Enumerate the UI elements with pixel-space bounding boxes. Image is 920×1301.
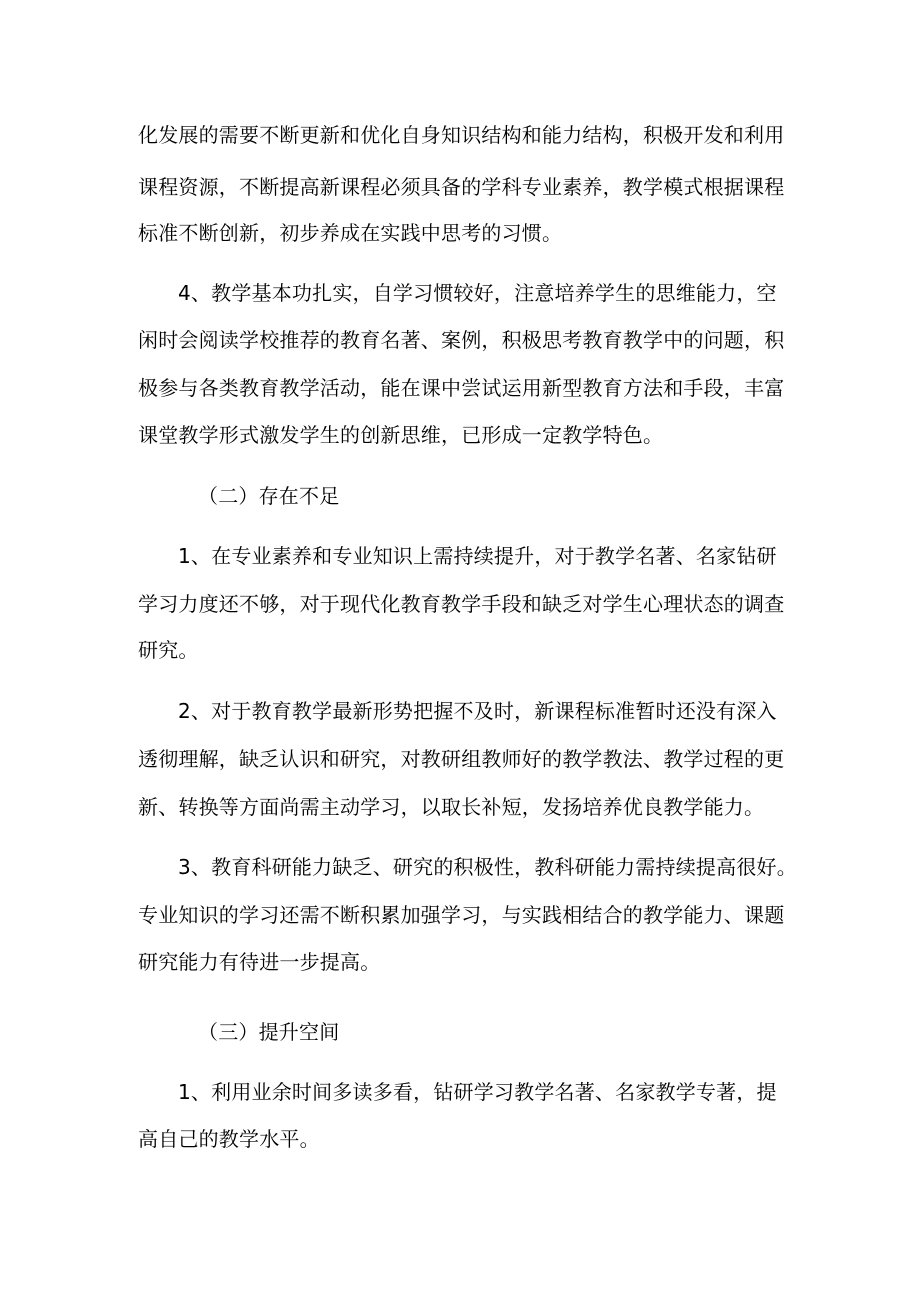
section-heading: （二）存在不足: [198, 484, 340, 508]
paragraph-line: 1、在专业素养和专业知识上需持续提升，对于教学名著、名家钻研: [178, 544, 777, 568]
paragraph-line: 极参与各类教育教学活动，能在课中尝试运用新型教育方法和手段，丰富: [138, 376, 785, 400]
section-heading: （三）提升空间: [198, 1020, 340, 1044]
paragraph-line: 研究。: [138, 638, 199, 662]
paragraph-line: 标准不断创新，初步养成在实践中思考的习惯。: [138, 221, 563, 245]
paragraph-line: 高自己的教学水平。: [138, 1127, 320, 1151]
paragraph-line: 透彻理解，缺乏认识和研究，对教研组教师好的教学教法、教学过程的更: [138, 747, 785, 771]
paragraph-line: 课程资源，不断提高新课程必须具备的学科专业素养，教学模式根据课程: [138, 175, 785, 199]
paragraph-line: 1、利用业余时间多读多看，钻研学习教学名著、名家教学专著，提: [178, 1080, 777, 1104]
paragraph-line: 新、转换等方面尚需主动学习，以取长补短，发扬培养优良教学能力。: [138, 795, 765, 819]
paragraph-line: 学习力度还不够，对于现代化教育教学手段和缺乏对学生心理状态的调查: [138, 592, 785, 616]
paragraph-line: 化发展的需要不断更新和优化自身知识结构和能力结构，积极开发和利用: [138, 123, 785, 147]
paragraph-line: 4、教学基本功扎实，自学习惯较好，注意培养学生的思维能力，空: [178, 281, 777, 305]
paragraph-line: 专业知识的学习还需不断积累加强学习，与实践相结合的教学能力、课题: [138, 903, 785, 927]
paragraph-line: 2、对于教育教学最新形势把握不及时，新课程标准暂时还没有深入: [178, 699, 777, 723]
paragraph-line: 研究能力有待进一步提高。: [138, 950, 381, 974]
paragraph-line: 闲时会阅读学校推荐的教育名著、案例，积极思考教育教学中的问题，积: [138, 328, 785, 352]
paragraph-line: 课堂教学形式激发学生的创新思维，已形成一定教学特色。: [138, 423, 664, 447]
paragraph-line: 3、教育科研能力缺乏、研究的积极性，教科研能力需持续提高很好。: [178, 855, 797, 879]
